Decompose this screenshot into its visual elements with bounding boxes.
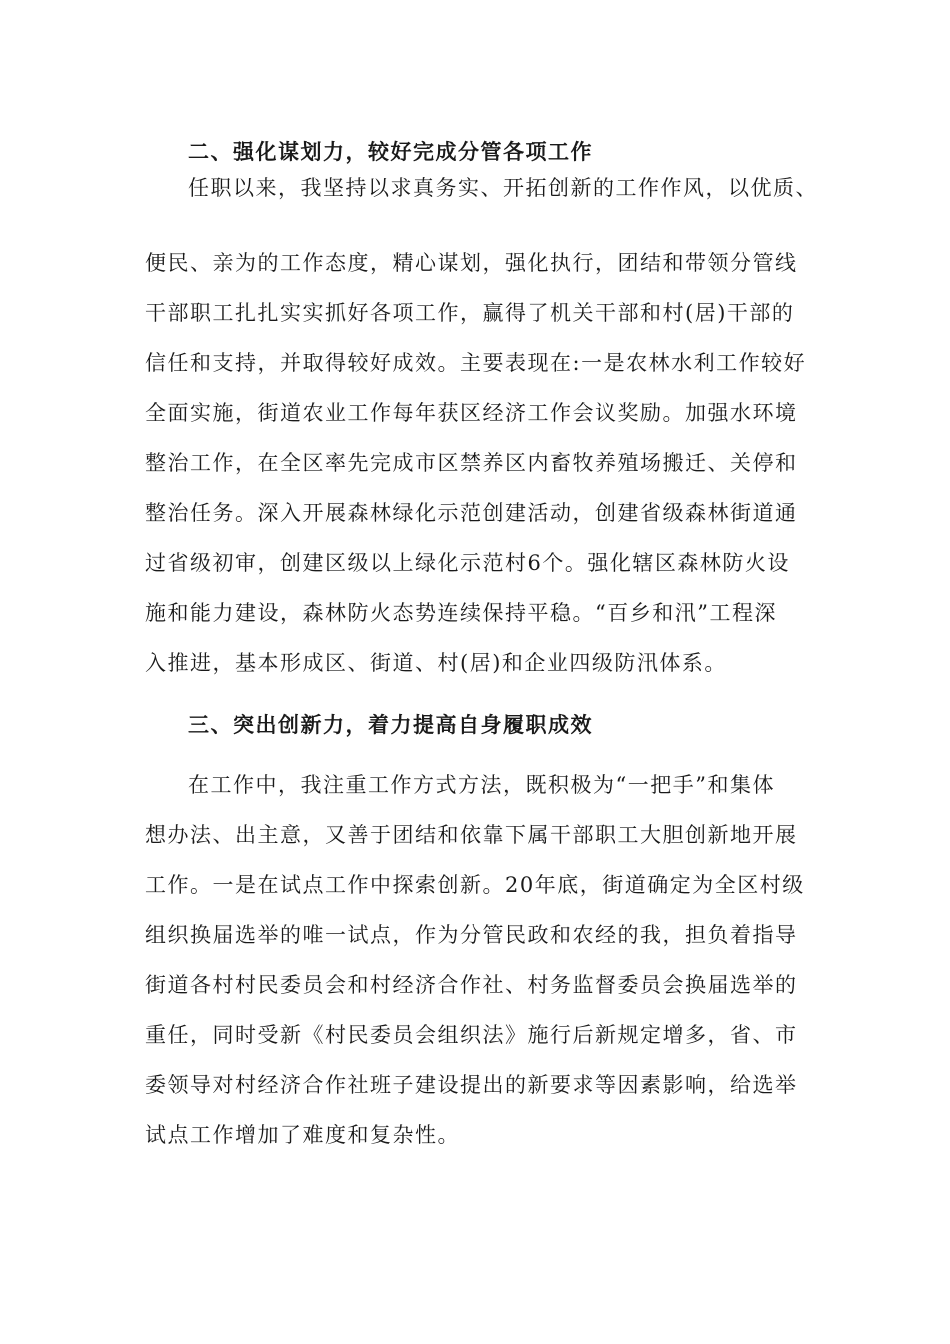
paragraph-line: 在工作中，我注重工作方式方法，既积极为“一把手”和集体 [188,773,775,797]
paragraph-line: 施和能力建设，森林防火态势连续保持平稳。“百乡和汛”工程深 [145,601,777,625]
paragraph-line: 便民、亲为的工作态度，精心谋划，强化执行，团结和带领分管线 [145,251,798,275]
paragraph-line: 试点工作增加了难度和复杂性。 [145,1123,460,1147]
paragraph-line: 想办法、出主意，又善于团结和依靠下属干部职工大胆创新地开展 [145,823,798,847]
paragraph-line: 组织换届选举的唯一试点，作为分管民政和农经的我，担负着指导 [145,923,798,947]
paragraph-line: 工作。一是在试点工作中探索创新。20年底，街道确定为全区村级 [145,873,805,897]
paragraph-line: 干部职工扎扎实实抓好各项工作，赢得了机关干部和村(居)干部的 [145,301,795,325]
section-2-heading: 二、强化谋划力，较好完成分管各项工作 [188,139,593,164]
paragraph-line: 任职以来，我坚持以求真务实、开拓创新的工作作风，以优质、 [188,176,818,200]
paragraph-line: 重任，同时受新《村民委员会组织法》施行后新规定增多，省、市 [145,1023,798,1047]
paragraph-line: 委领导对村经济合作社班子建设提出的新要求等因素影响，给选举 [145,1073,798,1097]
paragraph-line: 全面实施，街道农业工作每年获区经济工作会议奖励。加强水环境 [145,401,798,425]
paragraph-line: 过省级初审，创建区级以上绿化示范村6个。强化辖区森林防火设 [145,551,790,575]
section-3-heading: 三、突出创新力，着力提高自身履职成效 [188,712,593,737]
paragraph-line: 整治工作，在全区率先完成市区禁养区内畜牧养殖场搬迁、关停和 [145,451,798,475]
paragraph-line: 入推进，基本形成区、街道、村(居)和企业四级防汛体系。 [145,651,727,675]
paragraph-line: 街道各村村民委员会和村经济合作社、村务监督委员会换届选举的 [145,973,798,997]
paragraph-line: 信任和支持，并取得较好成效。主要表现在:一是农林水利工作较好 [145,351,807,375]
paragraph-line: 整治任务。深入开展森林绿化示范创建活动，创建省级森林街道通 [145,501,798,525]
